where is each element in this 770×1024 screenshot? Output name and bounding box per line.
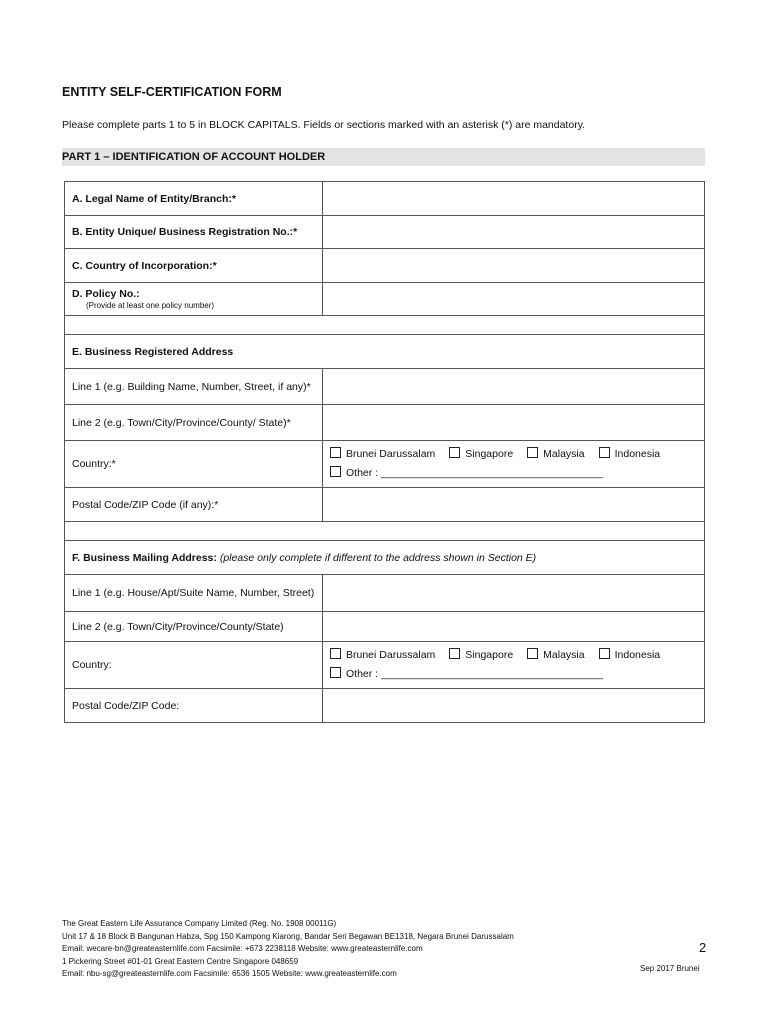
footer-company: The Great Eastern Life Assurance Company Limited (Reg. No. 1908 00011G) xyxy=(62,919,337,928)
footer-singapore-address: 1 Pickering Street #01-01 Great Eastern Centre Singapore 048659 xyxy=(62,956,299,966)
policy-no-field[interactable] xyxy=(323,283,705,316)
e-line1-field[interactable] xyxy=(323,369,705,405)
page-number: 2 xyxy=(699,940,707,955)
policy-no-hint: (Provide at least one policy number) xyxy=(86,301,215,310)
checkbox-icon[interactable] xyxy=(527,648,538,659)
checkbox-icon[interactable] xyxy=(449,648,460,659)
checkbox-icon[interactable] xyxy=(330,667,341,678)
row-f-line2 xyxy=(65,612,705,642)
f-postal-field[interactable] xyxy=(323,689,705,723)
e-brunei-option[interactable]: Brunei Darussalam xyxy=(330,445,435,464)
f-line1-field[interactable] xyxy=(323,575,705,612)
country-incorporation-label: C. Country of Incorporation:* xyxy=(65,249,323,283)
row-f-country xyxy=(65,642,705,689)
row-registration-no xyxy=(65,216,705,249)
row-policy-no xyxy=(65,283,705,316)
company-footer xyxy=(62,918,514,981)
legal-name-label: A. Legal Name of Entity/Branch:* xyxy=(65,182,323,216)
form-version: Sep 2017 Brunei xyxy=(640,964,700,973)
form-instructions: Please complete parts 1 to 5 in BLOCK CAPITALS. Fields or sections marked with an asterisk (*) are mandatory. xyxy=(62,119,586,131)
country-incorporation-field[interactable] xyxy=(323,249,705,283)
form-title: ENTITY SELF-CERTIFICATION FORM xyxy=(62,85,282,99)
spacer-row xyxy=(65,316,705,335)
checkbox-icon[interactable] xyxy=(599,648,610,659)
row-e-country xyxy=(65,441,705,488)
policy-no-label: D. Policy No.: xyxy=(72,288,140,300)
e-singapore-option[interactable]: Singapore xyxy=(449,445,513,464)
footer-singapore-contact: Email: nbu-sg@greateasternlife.com Facsimile: 6536 1505 Website: www.greateasternlife.com xyxy=(62,969,397,978)
checkbox-icon[interactable] xyxy=(527,447,538,458)
checkbox-icon[interactable] xyxy=(449,447,460,458)
f-other-option[interactable]: Other : ______________________________________ xyxy=(330,665,603,684)
registration-no-field[interactable] xyxy=(323,216,705,249)
f-line2-label: Line 2 (e.g. Town/City/Province/County/State) xyxy=(65,612,323,642)
f-brunei-option[interactable]: Brunei Darussalam xyxy=(330,646,435,665)
e-postal-field[interactable] xyxy=(323,488,705,522)
footer-brunei-address: Unit 17 & 18 Block B Bangunan Habza, Spg 150 Kampong Kiarong, Bandar Seri Begawan BE1318, Negara Brunei Darussalam xyxy=(62,931,514,941)
e-country-label: Country:* xyxy=(65,441,323,488)
f-country-options xyxy=(323,642,705,689)
row-e-line1 xyxy=(65,369,705,405)
f-indonesia-option[interactable]: Indonesia xyxy=(599,646,661,665)
row-section-f-heading xyxy=(65,541,705,575)
e-line1-label: Line 1 (e.g. Building Name, Number, Street, if any)* xyxy=(65,369,323,405)
e-country-options xyxy=(323,441,705,488)
f-postal-label: Postal Code/ZIP Code: xyxy=(65,689,323,723)
f-malaysia-option[interactable]: Malaysia xyxy=(527,646,584,665)
f-line1-label: Line 1 (e.g. House/Apt/Suite Name, Number, Street) xyxy=(65,575,323,612)
checkbox-icon[interactable] xyxy=(330,447,341,458)
row-legal-name xyxy=(65,182,705,216)
e-indonesia-option[interactable]: Indonesia xyxy=(599,445,661,464)
e-line2-field[interactable] xyxy=(323,405,705,441)
row-section-e-heading xyxy=(65,335,705,369)
section-f-note: (please only complete if different to the address shown in Section E) xyxy=(219,551,537,564)
registration-no-label: B. Entity Unique/ Business Registration No.:* xyxy=(65,216,323,249)
checkbox-icon[interactable] xyxy=(330,648,341,659)
checkbox-icon[interactable] xyxy=(330,466,341,477)
section-f-heading: F. Business Mailing Address: xyxy=(72,551,217,564)
spacer-row xyxy=(65,522,705,541)
f-line2-field[interactable] xyxy=(323,612,705,642)
row-e-line2 xyxy=(65,405,705,441)
row-country-incorporation xyxy=(65,249,705,283)
row-e-postal xyxy=(65,488,705,522)
row-f-line1 xyxy=(65,575,705,612)
legal-name-field[interactable] xyxy=(323,182,705,216)
part1-heading: PART 1 – IDENTIFICATION OF ACCOUNT HOLDER xyxy=(62,148,705,166)
e-malaysia-option[interactable]: Malaysia xyxy=(527,445,584,464)
e-other-option[interactable]: Other : ______________________________________ xyxy=(330,464,603,483)
section-e-heading: E. Business Registered Address xyxy=(65,335,705,369)
identification-table xyxy=(64,181,705,723)
f-singapore-option[interactable]: Singapore xyxy=(449,646,513,665)
f-country-label: Country: xyxy=(65,642,323,689)
row-f-postal xyxy=(65,689,705,723)
e-postal-label: Postal Code/ZIP Code (if any):* xyxy=(65,488,323,522)
e-line2-label: Line 2 (e.g. Town/City/Province/County/ State)* xyxy=(65,405,323,441)
checkbox-icon[interactable] xyxy=(599,447,610,458)
footer-brunei-contact: Email: wecare-bn@greateasternlife.com Facsimile: +673 2238118 Website: www.greateasternlife.com xyxy=(62,944,423,953)
